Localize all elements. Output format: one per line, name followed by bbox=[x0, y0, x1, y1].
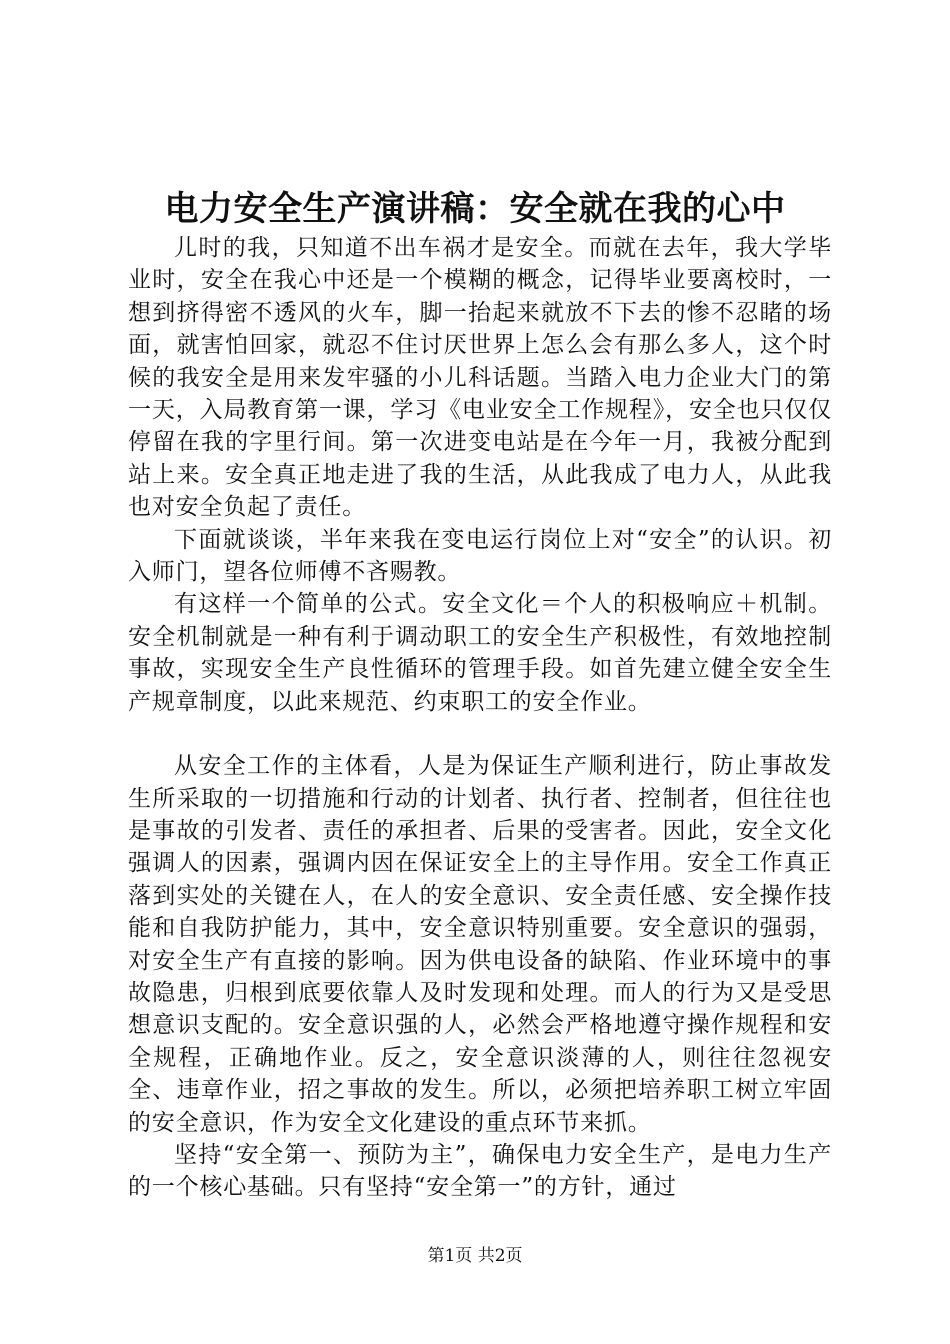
paragraph-4: 从安全工作的主体看，人是为保证生产顺利进行，防止事故发生所采取的一切措施和行动的计划者、执行者、控制者，但往往也是事故的引发者、责任的承担者、后果的受害者。因此，安全文化强调人的因素，强调内因在保证安全上的主导作用。安全工作真正落到实处的关键在人，在人的安全意识、安全责任感、安全操作技能和自我防护能力，其中，安全意识特别重要。安全意识的强弱，对安全生产有直接的影响。因为供电设备的缺陷、作业环境中的事故隐患，归根到底要依靠人及时发现和处理。而人的行为又是受思想意识支配的。安全意识强的人，必然会严格地遵守操作规程和安全规程，正确地作业。反之，安全意识淡薄的人，则往往忽视安全、违章作业，招之事故的发生。所以，必须把培养职工树立牢固的安全意识，作为安全文化建设的重点环节来抓。 bbox=[128, 753, 832, 1136]
paragraph-3: 有这样一个简单的公式。安全文化＝个人的积极响应＋机制。安全机制就是一种有利于调动职工的安全生产积极性，有效地控制事故，实现安全生产良性循环的管理手段。如首先建立健全安全生产规章制度，以此来规范、约束职工的安全作业。 bbox=[128, 591, 832, 715]
page-number-footer: 第1页 共2页 bbox=[427, 1246, 523, 1266]
paragraph-5: 坚持“安全第一、预防为主”，确保电力安全生产，是电力生产的一个核心基础。只有坚持“安全第一”的方针，通过 bbox=[128, 1141, 832, 1201]
document-title: 电力安全生产演讲稿：安全就在我的心中 bbox=[164, 189, 786, 229]
document-body bbox=[128, 232, 832, 1204]
paragraph-2: 下面就谈谈，半年来我在变电运行岗位上对“安全”的认识。初入师门，望各位师傅不吝赐教。 bbox=[128, 526, 832, 586]
paragraph-1: 儿时的我，只知道不出车祸才是安全。而就在去年，我大学毕业时，安全在我心中还是一个模糊的概念，记得毕业要离校时，一想到挤得密不透风的火车，脚一抬起来就放不下去的惨不忍睹的场面，就害怕回家，就忍不住讨厌世界上怎么会有那么多人，这个时候的我安全是用来发牢骚的小儿科话题。当踏入电力企业大门的第一天，入局教育第一课，学习《电业安全工作规程》，安全也只仅仅停留在我的字里行间。第一次进变电站是在今年一月，我被分配到站上来。安全真正地走进了我的生活，从此我成了电力人，从此我也对安全负起了责任。 bbox=[128, 235, 832, 521]
